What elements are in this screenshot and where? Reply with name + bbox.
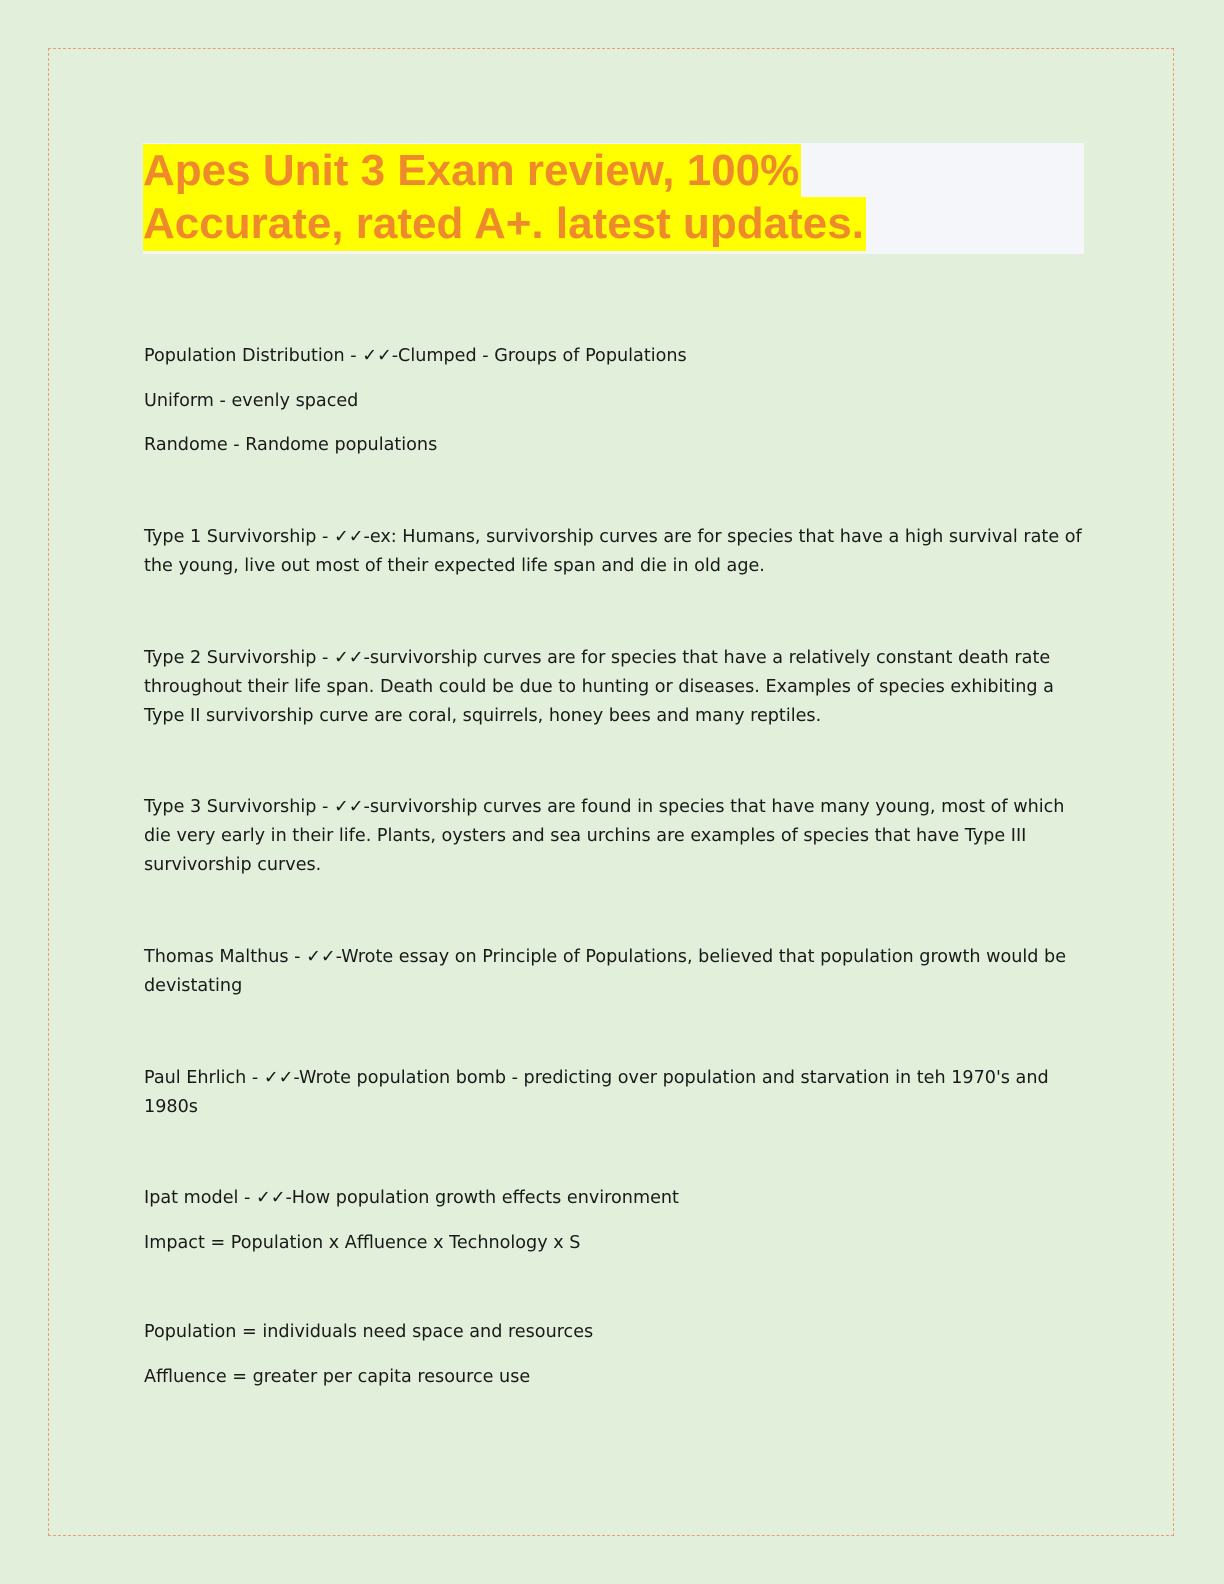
check-marks-icon: ✓✓ [255,1188,286,1208]
entry-answer: -survivorship curves are for species that have a relatively constant death rate throughout their life span. Death could be due to hunting or diseases. Examples of species exhibiting a Type II survivorship curve are coral, squirrels, honey bees and many reptiles. [144,648,1054,726]
entry-answer: -Wrote population bomb - predicting over population and starvation in teh 1970's and 1980s [144,1068,1049,1117]
entry-term: Population Distribution [144,346,345,366]
entry-type-3-survivorship: Type 3 Survivorship - ✓✓-survivorship curves are found in species that have many young, most of which die very early in their life. Plants, oysters and sea urchins are examples of species that have Type III survivorship curves. [144,797,1065,875]
entry-term: Type 1 Survivorship [144,527,317,547]
check-marks-icon: ✓✓ [333,648,364,668]
entry-population-distribution: Population Distribution - ✓✓-Clumped - Groups of Populations [144,346,687,366]
entry-term: Paul Ehrlich [144,1068,247,1088]
entry-thomas-malthus: Thomas Malthus - ✓✓-Wrote essay on Principle of Populations, believed that population growth would be devistating [144,947,1067,996]
entry-affluence-definition [144,1363,1084,1392]
check-marks-icon: ✓✓ [362,346,392,366]
page-border [48,48,1174,1536]
entry-impact-formula [144,1229,1084,1258]
entry-text: Randome - Randome populations [144,435,438,455]
title-line-1: Apes Unit 3 Exam review, 100% [143,144,801,198]
entry-answer: -survivorship curves are found in species that have many young, most of which die very early in their life. Plants, oysters and sea urchins are examples of species that have Type III survivorship curves. [144,797,1065,875]
entry-term: Ipat model [144,1188,239,1208]
title-line-2: Accurate, rated A+. latest updates. [143,197,866,251]
entry-ipat-model: Ipat model - ✓✓-How population growth effects environment [144,1188,679,1208]
entry-answer: -How population growth effects environment [285,1188,679,1208]
entry-term: Thomas Malthus [144,947,289,967]
entry-term: Type 3 Survivorship [144,797,317,817]
entry-text: Impact = Population x Affluence x Technology x S [144,1233,581,1253]
entry-text: Uniform - evenly spaced [144,391,359,411]
entry-text: Affluence = greater per capita resource use [144,1367,531,1387]
check-marks-icon: ✓✓ [263,1068,294,1088]
entry-randome [144,431,1084,460]
entry-population-definition [144,1318,1084,1347]
entry-uniform [144,387,1084,416]
entry-answer: -Wrote essay on Principle of Populations, believed that population growth would be devistating [144,947,1067,996]
entry-type-2-survivorship: Type 2 Survivorship - ✓✓-survivorship curves are for species that have a relatively constant death rate throughout their life span. Death could be due to hunting or diseases. Examples of species exhibiting a Type II survivorship curve are coral, squirrels, honey bees and many reptiles. [144,648,1054,726]
check-marks-icon: ✓✓ [333,797,364,817]
entry-term: Type 2 Survivorship [144,648,317,668]
entry-answer: -Clumped - Groups of Populations [391,346,687,366]
check-marks-icon: ✓✓ [333,527,364,547]
document-title [143,143,1084,254]
entry-type-1-survivorship: Type 1 Survivorship - ✓✓-ex: Humans, survivorship curves are for species that have a high survival rate of the young, live out most of their expected life span and die in old age. [144,527,1082,576]
entry-paul-ehrlich: Paul Ehrlich - ✓✓-Wrote population bomb - predicting over population and starvation in teh 1970's and 1980s [144,1068,1049,1117]
check-marks-icon: ✓✓ [306,947,336,967]
entry-answer: -ex: Humans, survivorship curves are for species that have a high survival rate of the young, live out most of their expected life span and die in old age. [144,527,1082,576]
entry-text: Population = individuals need space and resources [144,1322,594,1342]
